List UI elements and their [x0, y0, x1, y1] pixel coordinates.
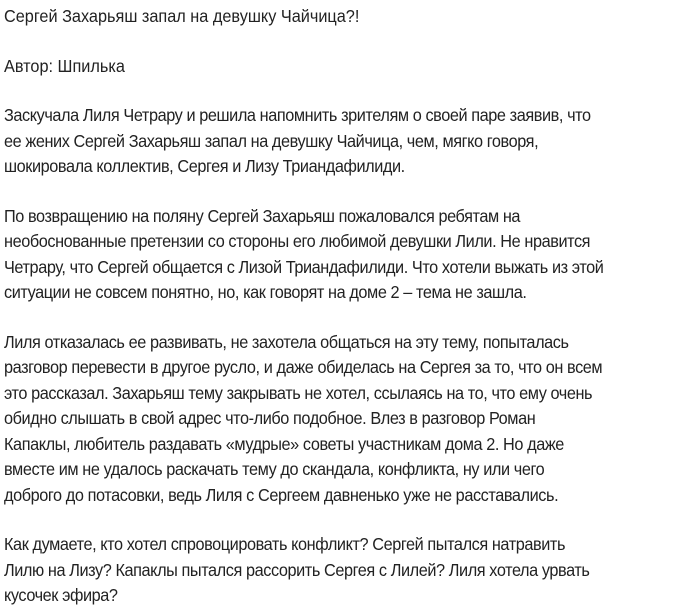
- text-line: это рассказал. Захарьяш тему закрывать не хотел, ссылаясь на то, что ему очень: [4, 382, 593, 403]
- text-line: кусочек эфира?: [4, 585, 118, 605]
- text-line: шокировала коллектив, Сергея и Лизу Триандафилиди.: [4, 156, 405, 176]
- text-line: Четрару, что Сергей общается с Лизой Триандафилиди. Что хотели выжать из этой: [4, 256, 604, 277]
- text-line: ее жених Сергей Захарьяш запал на девушку Чайчица, чем, мягко говоря,: [4, 130, 539, 151]
- article-author: Автор: Шпилька: [4, 56, 125, 76]
- paragraph-3: [4, 330, 674, 509]
- paragraph-1: [4, 103, 674, 180]
- text-line: Заскучала Лиля Четрару и решила напомнить зрителям о своей паре заявив, что: [4, 105, 591, 125]
- article: [4, 0, 674, 609]
- text-line: Как думаете, кто хотел спровоцировать конфликт? Сергей пытался натравить: [4, 534, 566, 554]
- text-line: По возвращению на поляну Сергей Захарьяш пожаловался ребятам на: [4, 205, 521, 226]
- text-line: Лиля отказалась ее развивать, не захотела общаться на эту тему, попыталась: [4, 331, 569, 352]
- paragraph-2: [4, 204, 674, 306]
- text-line: необоснованные претензии со стороны его любимой девушки Лили. Не нравится: [4, 231, 591, 251]
- text-line: ситуации не совсем понятно, но, как говорят на доме 2 – тема не зашла.: [4, 282, 527, 302]
- text-line: вместе им не удалось раскачать тему до скандала, конфликта, ну или чего: [4, 459, 545, 479]
- paragraph-4: [4, 532, 674, 609]
- article-title: Сергей Захарьяш запал на девушку Чайчица?!: [4, 6, 360, 26]
- text-line: обидно слышать в свой адрес что-либо подобное. Влез в разговор Роман: [4, 408, 536, 428]
- text-line: доброго до потасовки, ведь Лиля с Сергеем давненько уже не расставались.: [4, 484, 559, 505]
- text-line: разговор перевести в другое русло, и даже обиделась на Сергея за то, что он всем: [4, 357, 603, 377]
- text-line: Капаклы, любитель раздавать «мудрые» советы участникам дома 2. Но даже: [4, 433, 564, 454]
- text-line: Лилю на Лизу? Капаклы пытался рассорить Сергея с Лилей? Лиля хотела урвать: [4, 559, 590, 580]
